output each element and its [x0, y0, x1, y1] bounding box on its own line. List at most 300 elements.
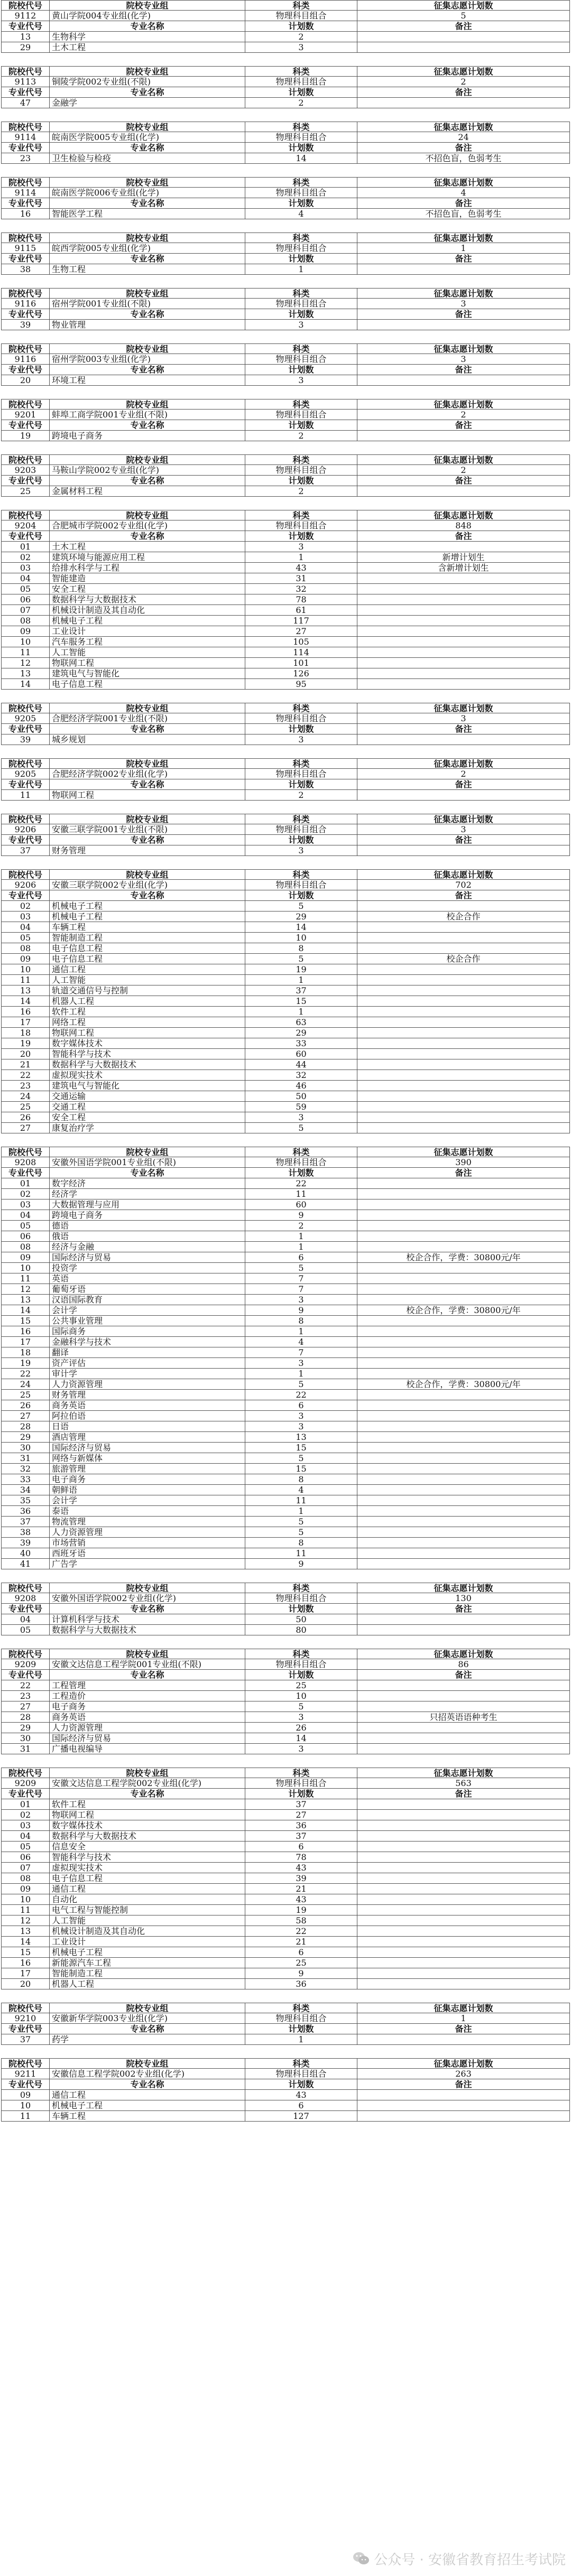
col-header: 征集志愿计划数	[357, 2003, 570, 2013]
major-code: 16	[1, 1958, 50, 1968]
major-plan: 60	[245, 1199, 357, 1210]
major-plan: 63	[245, 1017, 357, 1027]
major-row	[1, 1038, 570, 1049]
col-header: 科类	[245, 703, 357, 713]
major-row	[1, 431, 570, 441]
col-header: 备注	[357, 309, 570, 319]
major-name: 人力资源管理	[50, 1527, 245, 1537]
major-plan: 59	[245, 1102, 357, 1112]
major-remark	[357, 1038, 570, 1048]
major-code: 06	[1, 1231, 50, 1241]
major-name: 财务管理	[50, 845, 245, 855]
major-name: 交通运输	[50, 1091, 245, 1101]
major-name: 人工智能	[50, 975, 245, 985]
major-code: 05	[1, 1625, 50, 1635]
major-row	[1, 1453, 570, 1464]
major-name: 数据科学与大数据技术	[50, 1059, 245, 1070]
major-name: 数据科学与大数据技术	[50, 1625, 245, 1635]
major-plan: 7	[245, 1347, 357, 1357]
major-name: 通信工程	[50, 964, 245, 974]
col-header: 征集志愿计划数	[357, 455, 570, 465]
major-name: 机械设计制造及其自动化	[50, 605, 245, 615]
major-name: 智能制造工程	[50, 933, 245, 943]
major-row	[1, 1443, 570, 1453]
group-name: 合肥城市学院002专业组(化学)	[50, 520, 245, 531]
subject: 物理科目组合	[245, 410, 357, 420]
col-header: 科类	[245, 233, 357, 243]
col-header: 备注	[357, 365, 570, 375]
col-header: 征集志愿计划数	[357, 1583, 570, 1593]
group-row	[1, 824, 570, 835]
col-header: 院校代号	[1, 759, 50, 769]
col-header: 计划数	[245, 198, 357, 208]
group-name: 蚌埠工商学院001专业组(不限)	[50, 410, 245, 420]
col-header: 院校专业组	[50, 1768, 245, 1778]
major-remark	[357, 1691, 570, 1701]
col-header: 备注	[357, 198, 570, 208]
major-plan: 37	[245, 1831, 357, 1841]
col-header: 计划数	[245, 309, 357, 319]
major-code: 31	[1, 1744, 50, 1754]
col-header: 专业名称	[50, 198, 245, 208]
major-row	[1, 1625, 570, 1635]
major-name: 数字媒体技术	[50, 1038, 245, 1048]
col-header: 专业代号	[1, 254, 50, 264]
major-plan: 1	[245, 264, 357, 274]
col-header: 专业代号	[1, 420, 50, 430]
major-plan: 9	[245, 1305, 357, 1315]
major-remark: 新增计划生	[357, 552, 570, 562]
major-row	[1, 1733, 570, 1744]
major-name: 物联网工程	[50, 1810, 245, 1820]
major-row	[1, 1123, 570, 1133]
major-code: 20	[1, 1049, 50, 1059]
major-remark	[357, 1527, 570, 1537]
group-code: 9206	[1, 880, 50, 890]
major-name: 葡萄牙语	[50, 1284, 245, 1294]
major-plan: 29	[245, 912, 357, 922]
major-name: 工程管理	[50, 1680, 245, 1690]
group-code: 9114	[1, 188, 50, 198]
major-code: 37	[1, 845, 50, 855]
col-header: 征集志愿计划数	[357, 289, 570, 299]
major-code: 11	[1, 975, 50, 985]
group-plan-total: 3	[357, 299, 570, 309]
group-row	[1, 2069, 570, 2079]
major-remark	[357, 486, 570, 496]
major-remark	[357, 1820, 570, 1830]
major-name: 汉语国际教育	[50, 1295, 245, 1305]
subject: 物理科目组合	[245, 243, 357, 253]
major-name: 土木工程	[50, 542, 245, 552]
col-header: 专业代号	[1, 531, 50, 541]
major-code: 04	[1, 922, 50, 932]
major-code: 12	[1, 658, 50, 668]
major-plan: 126	[245, 668, 357, 678]
major-row	[1, 1979, 570, 1989]
major-name: 西班牙语	[50, 1548, 245, 1558]
major-plan: 14	[245, 922, 357, 932]
group-section	[1, 343, 570, 386]
group-section	[1, 454, 570, 497]
group-name: 铜陵学院002专业组(不限)	[50, 77, 245, 87]
major-row	[1, 1421, 570, 1432]
major-remark	[357, 1421, 570, 1431]
group-header-row	[1, 2058, 570, 2069]
major-name: 翻译	[50, 1347, 245, 1357]
major-code: 16	[1, 1326, 50, 1336]
major-row	[1, 734, 570, 745]
major-row	[1, 626, 570, 637]
col-header: 院校专业组	[50, 1649, 245, 1659]
major-row	[1, 1842, 570, 1852]
major-remark	[357, 1884, 570, 1894]
major-plan: 5	[245, 954, 357, 964]
major-row	[1, 1112, 570, 1123]
major-name: 电子信息工程	[50, 1873, 245, 1883]
major-remark	[357, 964, 570, 974]
major-plan: 26	[245, 1723, 357, 1733]
major-code: 10	[1, 964, 50, 974]
major-remark	[357, 1049, 570, 1059]
major-name: 广告学	[50, 1559, 245, 1569]
major-code: 29	[1, 42, 50, 52]
major-name: 资产评估	[50, 1358, 245, 1368]
major-row	[1, 42, 570, 53]
col-header: 计划数	[245, 254, 357, 264]
col-header: 院校代号	[1, 2003, 50, 2013]
col-header: 院校代号	[1, 178, 50, 188]
major-remark	[357, 1517, 570, 1527]
major-remark	[357, 1831, 570, 1841]
major-plan: 4	[245, 1485, 357, 1495]
major-plan: 10	[245, 1691, 357, 1701]
major-remark	[357, 996, 570, 1006]
major-plan: 25	[245, 1958, 357, 1968]
group-section	[1, 1147, 570, 1569]
major-name: 俄语	[50, 1231, 245, 1241]
col-header: 备注	[357, 1789, 570, 1799]
major-header-row	[1, 309, 570, 320]
major-row	[1, 2090, 570, 2100]
group-code: 9203	[1, 465, 50, 475]
major-row	[1, 563, 570, 573]
major-remark	[357, 1873, 570, 1883]
major-remark	[357, 933, 570, 943]
group-header-row	[1, 703, 570, 713]
group-plan-total: 263	[357, 2069, 570, 2079]
col-header: 院校专业组	[50, 759, 245, 769]
major-remark	[357, 1894, 570, 1904]
major-name: 环境工程	[50, 375, 245, 385]
major-name: 智能科学与技术	[50, 1852, 245, 1862]
col-header: 计划数	[245, 1789, 357, 1799]
major-code: 01	[1, 1178, 50, 1188]
major-code: 05	[1, 933, 50, 943]
major-remark: 校企合作，学费：30800元/年	[357, 1305, 570, 1315]
major-plan: 7	[245, 1284, 357, 1294]
major-row	[1, 573, 570, 584]
major-remark	[357, 1937, 570, 1947]
major-code: 30	[1, 1443, 50, 1453]
major-row	[1, 1390, 570, 1400]
col-header: 院校代号	[1, 1147, 50, 1157]
major-name: 人力资源管理	[50, 1723, 245, 1733]
major-name: 虚拟现实技术	[50, 1863, 245, 1873]
major-name: 电子信息工程	[50, 943, 245, 953]
major-plan: 19	[245, 964, 357, 974]
major-name: 轨道交通信号与控制	[50, 985, 245, 996]
col-header: 专业名称	[50, 724, 245, 734]
subject: 物理科目组合	[245, 299, 357, 309]
major-plan: 43	[245, 1863, 357, 1873]
col-header: 院校专业组	[50, 814, 245, 824]
major-plan: 6	[245, 1400, 357, 1410]
major-row	[1, 1379, 570, 1390]
major-code: 02	[1, 1189, 50, 1199]
major-remark	[357, 1723, 570, 1733]
major-remark	[357, 616, 570, 626]
group-plan-total: 1	[357, 2013, 570, 2023]
col-header: 专业名称	[50, 1670, 245, 1680]
major-remark	[357, 1178, 570, 1188]
subject: 物理科目组合	[245, 520, 357, 531]
group-code: 9211	[1, 2069, 50, 2079]
major-row	[1, 1680, 570, 1691]
group-header-row	[1, 233, 570, 243]
major-plan: 4	[245, 1337, 357, 1347]
major-plan: 60	[245, 1049, 357, 1059]
major-row	[1, 375, 570, 386]
col-header: 备注	[357, 254, 570, 264]
major-row	[1, 1915, 570, 1926]
major-row	[1, 616, 570, 626]
col-header: 院校专业组	[50, 344, 245, 354]
col-header: 院校代号	[1, 233, 50, 243]
major-code: 06	[1, 1852, 50, 1862]
major-name: 大数据管理与应用	[50, 1199, 245, 1210]
major-plan: 10	[245, 933, 357, 943]
major-remark	[357, 1958, 570, 1968]
group-header-row	[1, 1583, 570, 1593]
col-header: 征集志愿计划数	[357, 67, 570, 77]
group-code: 9114	[1, 132, 50, 142]
major-code: 02	[1, 1810, 50, 1820]
major-remark: 校企合作	[357, 912, 570, 922]
subject: 物理科目组合	[245, 1659, 357, 1669]
group-plan-total: 3	[357, 713, 570, 723]
major-row	[1, 1178, 570, 1189]
major-header-row	[1, 835, 570, 845]
col-header: 计划数	[245, 779, 357, 789]
major-plan: 32	[245, 1070, 357, 1080]
major-code: 20	[1, 1979, 50, 1989]
major-remark	[357, 1810, 570, 1820]
major-code: 10	[1, 637, 50, 647]
col-header: 备注	[357, 724, 570, 734]
major-code: 09	[1, 1884, 50, 1894]
col-header: 计划数	[245, 1670, 357, 1680]
major-name: 金融学	[50, 98, 245, 108]
major-remark	[357, 1905, 570, 1915]
major-header-row	[1, 254, 570, 264]
major-row	[1, 264, 570, 275]
major-name: 电子商务	[50, 1474, 245, 1484]
major-header-row	[1, 1168, 570, 1178]
col-header: 专业代号	[1, 143, 50, 153]
group-code: 9116	[1, 354, 50, 364]
col-header: 专业名称	[50, 2024, 245, 2034]
major-code: 14	[1, 1305, 50, 1315]
major-row	[1, 943, 570, 954]
col-header: 专业代号	[1, 309, 50, 319]
group-header-row	[1, 122, 570, 132]
col-header: 备注	[357, 2079, 570, 2089]
major-code: 04	[1, 1831, 50, 1841]
major-name: 国际经济与贸易	[50, 1252, 245, 1262]
major-plan: 114	[245, 647, 357, 657]
group-header-row	[1, 510, 570, 520]
major-name: 物流管理	[50, 1517, 245, 1527]
col-header: 专业代号	[1, 1168, 50, 1178]
major-code: 11	[1, 790, 50, 800]
major-plan: 1	[245, 2034, 357, 2044]
col-header: 院校专业组	[50, 510, 245, 520]
major-plan: 46	[245, 1081, 357, 1091]
major-plan: 1	[245, 1506, 357, 1516]
group-name: 宿州学院001专业组(不限)	[50, 299, 245, 309]
major-row	[1, 2034, 570, 2045]
major-remark	[357, 1495, 570, 1505]
col-header: 专业代号	[1, 1604, 50, 1614]
major-plan: 37	[245, 985, 357, 996]
group-header-row	[1, 1147, 570, 1157]
major-plan: 7	[245, 1273, 357, 1284]
major-header-row	[1, 143, 570, 153]
major-row	[1, 1284, 570, 1295]
major-plan: 15	[245, 1443, 357, 1453]
major-plan: 11	[245, 1189, 357, 1199]
major-remark	[357, 1295, 570, 1305]
major-remark	[357, 668, 570, 678]
group-plan-total: 86	[357, 1659, 570, 1669]
major-name: 虚拟现实技术	[50, 1070, 245, 1080]
major-remark	[357, 1485, 570, 1495]
major-name: 网络与新媒体	[50, 1453, 245, 1463]
group-plan-total: 2	[357, 465, 570, 475]
group-row	[1, 1593, 570, 1604]
major-name: 通信工程	[50, 2090, 245, 2100]
major-code: 11	[1, 647, 50, 657]
major-code: 05	[1, 1221, 50, 1231]
major-row	[1, 1894, 570, 1905]
major-name: 人力资源管理	[50, 1379, 245, 1389]
major-plan: 43	[245, 1894, 357, 1904]
group-header-row	[1, 758, 570, 769]
major-plan: 58	[245, 1915, 357, 1926]
col-header: 征集志愿计划数	[357, 233, 570, 243]
major-code: 09	[1, 626, 50, 636]
major-code: 18	[1, 1028, 50, 1038]
major-remark	[357, 1464, 570, 1474]
major-row	[1, 1712, 570, 1723]
major-plan: 3	[245, 1358, 357, 1368]
col-header: 院校专业组	[50, 178, 245, 188]
major-name: 金属材料工程	[50, 486, 245, 496]
major-name: 机器人工程	[50, 996, 245, 1006]
col-header: 专业代号	[1, 198, 50, 208]
major-plan: 32	[245, 584, 357, 594]
major-row	[1, 1810, 570, 1820]
subject: 物理科目组合	[245, 1593, 357, 1603]
major-row	[1, 1326, 570, 1337]
major-code: 30	[1, 1733, 50, 1743]
major-name: 智能医学工程	[50, 209, 245, 219]
major-plan: 3	[245, 1744, 357, 1754]
col-header: 征集志愿计划数	[357, 1649, 570, 1659]
major-row	[1, 2111, 570, 2122]
major-code: 34	[1, 1485, 50, 1495]
major-header-row	[1, 1670, 570, 1680]
major-name: 生物工程	[50, 264, 245, 274]
col-header: 科类	[245, 870, 357, 880]
major-plan: 22	[245, 1178, 357, 1188]
major-row	[1, 1070, 570, 1081]
col-header: 科类	[245, 178, 357, 188]
major-code: 24	[1, 1091, 50, 1101]
major-name: 机械电子工程	[50, 912, 245, 922]
major-plan: 25	[245, 1680, 357, 1690]
col-header: 专业名称	[50, 476, 245, 486]
major-remark	[357, 1614, 570, 1624]
group-name: 安徽新华学院003专业组(化学)	[50, 2013, 245, 2023]
major-plan: 5	[245, 1701, 357, 1712]
col-header: 院校专业组	[50, 2059, 245, 2069]
major-row	[1, 1210, 570, 1221]
major-code: 35	[1, 1495, 50, 1505]
major-row	[1, 912, 570, 922]
major-name: 数字经济	[50, 1178, 245, 1188]
col-header: 征集志愿计划数	[357, 870, 570, 880]
group-name: 安徽三联学院001专业组(不限)	[50, 824, 245, 834]
major-name: 建筑环境与能源应用工程	[50, 552, 245, 562]
group-name: 皖南医学院005专业组(化学)	[50, 132, 245, 142]
major-code: 04	[1, 1210, 50, 1220]
major-name: 智能建造	[50, 573, 245, 583]
col-header: 征集志愿计划数	[357, 1, 570, 11]
col-header: 计划数	[245, 420, 357, 430]
group-row	[1, 520, 570, 531]
major-remark	[357, 542, 570, 552]
major-name: 卫生检验与检疫	[50, 153, 245, 163]
group-code: 9208	[1, 1157, 50, 1167]
major-row	[1, 1358, 570, 1369]
major-name: 数据科学与大数据技术	[50, 1831, 245, 1841]
major-name: 城乡规划	[50, 734, 245, 745]
major-code: 14	[1, 679, 50, 689]
group-row	[1, 1157, 570, 1168]
major-header-row	[1, 531, 570, 542]
major-remark	[357, 679, 570, 689]
subject: 物理科目组合	[245, 713, 357, 723]
subject: 物理科目组合	[245, 1778, 357, 1788]
major-remark	[357, 1210, 570, 1220]
col-header: 专业名称	[50, 779, 245, 789]
col-header: 专业名称	[50, 365, 245, 375]
col-header: 征集志愿计划数	[357, 1147, 570, 1157]
group-name: 皖南医学院006专业组(化学)	[50, 188, 245, 198]
major-code: 13	[1, 985, 50, 996]
